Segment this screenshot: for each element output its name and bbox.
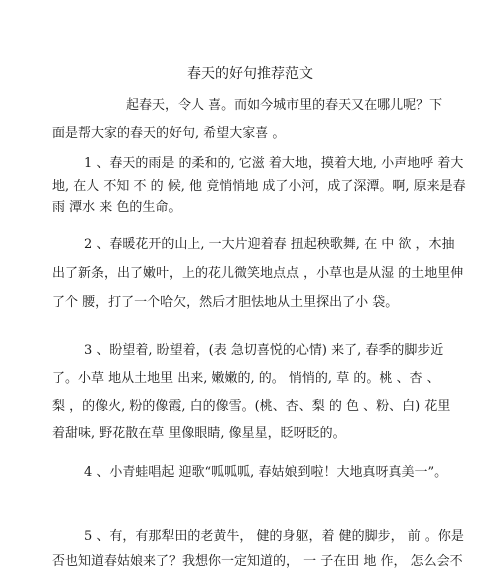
paragraph-3-line: 着甜味, 野花散在草 里像眼睛, 像星星，眨呀眨的。	[52, 426, 346, 441]
intro-line: 起春天，令人 喜。而如今城市里的春天又在哪儿呢？下	[126, 98, 443, 113]
paragraph-3-line: 了。小草 地从土地里 出来, 嫩嫩的, 的。 悄悄的, 草 的。桃 、杏 、	[52, 371, 440, 386]
paragraph-2-line: 了个 腰，打了一个哈欠，然后才胆怯地从土里探出了小 袋。	[52, 295, 399, 310]
paragraph-1-line: 地, 在人 不知 不 的 候, 他 竟悄悄地 成了小河，成了深潭。啊, 原来是春	[52, 179, 466, 194]
paragraph-2-line: 2 、春暖花开的山上, 一大片迎着春 扭起秧歌舞, 在 中 欲 ，木抽	[84, 237, 455, 252]
paragraph-1-line: 1 、春天的雨是 的柔和的, 它滋 着大地，摸着大地, 小声地呼 着大	[84, 156, 464, 171]
paragraph-5-line: 5 、有，有那犁田的老黄牛， 健的身躯，着 健的脚步， 前 。你是	[84, 529, 464, 544]
paragraph-5-line: 否也知道春姑娘来了？我想你一定知道的， 一 子在田 地 作， 怎么会不	[52, 554, 463, 569]
paragraph-2-line: 出了新条，出了嫩叶，上的花儿微笑地点点 ，小草也是从湿 的土地里伸	[52, 266, 464, 281]
paragraph-1-line: 雨 潭水 来 色的生命。	[52, 200, 182, 215]
intro-line: 面是帮大家的春天的好句, 希望大家喜 。	[52, 126, 286, 141]
paragraph-3-line: 梨 ，的像火, 粉的像霞, 白的像雪。(桃、杏、梨 的 色 、粉、白) 花里	[52, 399, 451, 414]
document-title: 春天的好句推荐范文	[187, 66, 313, 82]
paragraph-4-line: 4 、小青蛙唱起 迎歌“呱呱呱, 春姑娘到啦！大地真呀真美一”。	[84, 465, 448, 480]
paragraph-3-line: 3 、盼望着, 盼望着，(表 急切喜悦的心情) 来了, 春季的脚步近	[84, 343, 444, 358]
